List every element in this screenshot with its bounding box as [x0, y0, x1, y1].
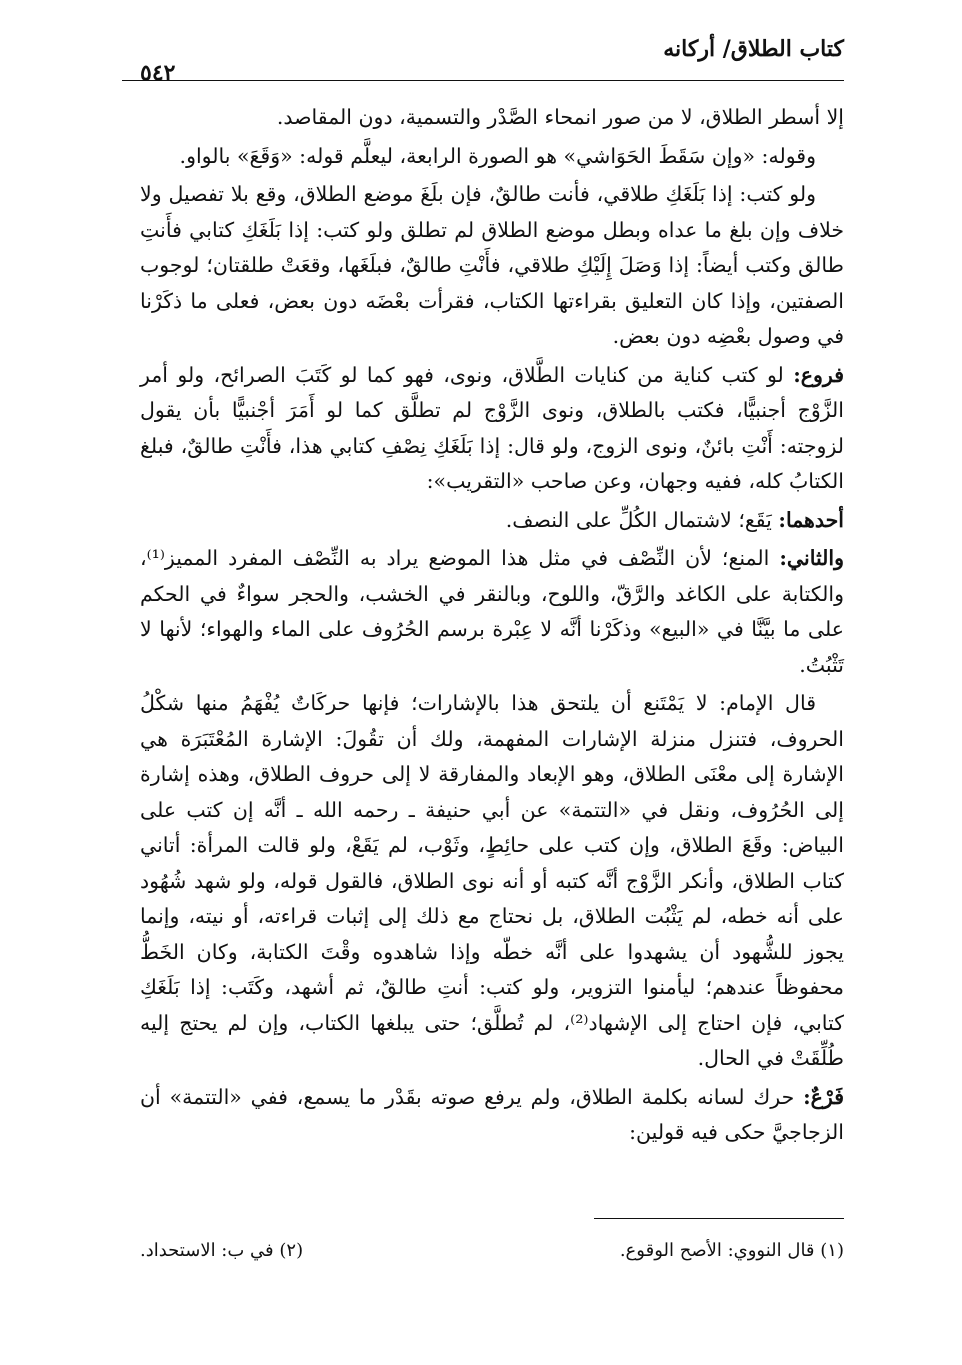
paragraph-5 [140, 503, 844, 539]
paragraph-6 [140, 541, 844, 683]
footnotes [140, 1238, 844, 1264]
paragraph-6-text: المنع؛ لأن النِّصْف في مثل هذا الموضع يراد به النِّصْف المفرد المميز⁽¹⁾، والكتابة على الكاغد والرَّقّ، واللوح، وبالنقر في الخشب، والحجر سواءٌ في الحكم على ما بيَّنَّا في «البيع» وذكَرْنا أنَّه لا عِبْرة برسم الحُرُوف على الماء والهواء؛ لأنها لا تَثْبُتُ. [140, 546, 844, 677]
paragraph-3: ولو كتب: إذا بَلَغَكِ طلاقي، فأنت طالقٌ، فإن بلَغَ موضع الطلاق، وقع بلا تفصيل ولا خلاف وإن بلغ ما عداه وبطل موضع الطلاق لم تطلق ولو كتب: إذا بَلَغَكِ كتابي فأَنتِ طالق وكتب أيضاً: إذا وَصَلَ إِلَيْكِ طلاقي، فأَنْتِ طالقٌ، فبلَغَها، وقعَتْ طلقتان؛ لوجوب الصفتين، وإذا كان التعليق بقراءتها الكتاب، فقرأت بعْضَه دون بعض، فعلى ما ذكَرْنا في وصول بعْضِه دون بعض. [140, 182, 844, 348]
header-rule [122, 80, 844, 81]
paragraph-5-lead: أحدهما: [778, 507, 844, 532]
paragraph-4-lead: فروع: [793, 362, 844, 387]
paragraph-1: إلا أسطر الطلاق، لا من صور انمحاء الصَّدْر والتسمية، دون المقاصد. [276, 105, 844, 129]
paragraph-7: قال الإمام: لا يَمْتَنع أن يلتحق هذا بالإشارات؛ فإنها حركَاتٌ يُفْهَمُ منها شكْلُ الحروف، فتنزل منزلة الإشارات المفهمة، ولك أن تقُولَ: الإشارة المُعْتَبَرَة هي الإشارة إلى معْنَى الطلاق، وهو الإبعاد والمفارقة لا إلى حروف الطلاق، وهذه إشارة إلى الحُرُوف، ونقل في «التتمة» عن أبي حنيفة ـ رحمه الله ـ أنَّه إن كتب على البياض: وقَعَ الطلاق، وإن كتب على حائِطٍ، وثَوْب، لم يَقَعْ، ولو قالت المرأة: أتاني كتاب الطلاق، وأنكر الزَّوْج أنَّه كتبه أو أنه نوى الطلاق، فالقول قوله، ولو شهد شُهُود على أنه خطه، لم يَثْبُت الطلاق، بل نحتاج مع ذلك إلى إثبات قراءته، أو نيته، وإنما يجوز للشُّهود أن يشهدوا على أنَّه خطّه وإذا شاهدوه وقْتَ الكتابة، وكان الخَطُّ محفوظاً عندهم؛ ليأمنوا التزوير، ولو كتب: أنتِ طالقٌ، ثم أشهد، وكَتَب: إذا بَلَغَكِ كتابي، فإن احتاج إلى الإشهاد⁽²⁾، لم تُطلَّق؛ حتى يبلغها الكتاب، وإن لم يحتج إليه طُلِّقَتْ في الحال. [140, 691, 844, 1070]
paragraph-8-lead: فَرْعٌ: [803, 1084, 844, 1109]
paragraph-8-text: حرك لسانه بكلمة الطلاق، ولم يرفع صوته بقَدْر ما يسمع، ففي «التتمة» أن الزجاجيَّ حكى فيه قولين: [140, 1084, 844, 1144]
footnote-1: (١) قال النووي: الأصح الوقوع. [619, 1240, 844, 1261]
paragraph-4-text: لو كتب كناية من كنايات الطَّلاق، ونوى، فهو كما لو كَتَبَ الصرائح، ولو أمر الزَّوْج أجنبيًّا، فكتب بالطلاق، ونوى الزَّوْج لم تطلَّق كما لو أَمَرَ أجْنبيًّا بأن يقول لزوجته: أَنْتِ بائنٌ، ونوى الزوج، ولو قال: إذا بَلَغَكِ نِصْفِ كتابي هذا، فأَنْتِ طالقٌ، فبلغ الكتابُ كله، ففيه وجهان، وعن صاحب «التقريب»: [140, 362, 844, 493]
paragraph-5-text: يَقَع؛ لاشتمال الكُلِّ على النصف. [505, 507, 779, 532]
paragraph-4 [140, 358, 844, 500]
page-number: ٥٤٢ [140, 60, 176, 86]
paragraph-6-lead: والثاني: [779, 546, 844, 570]
running-title: كتاب الطلاق/ أركانه [663, 36, 844, 62]
paragraph-2: وقوله: «وإن سَقَطَ الحَوَاشي» هو الصورة الرابعة، ليعلَّم قوله: «وَقَعَ» بالواو. [179, 143, 816, 168]
paragraph-8 [140, 1080, 844, 1151]
body-text [140, 100, 844, 1151]
footnote-2: (٢) في ب: الاستحداد. [140, 1240, 304, 1261]
footnote-rule [594, 1218, 844, 1219]
